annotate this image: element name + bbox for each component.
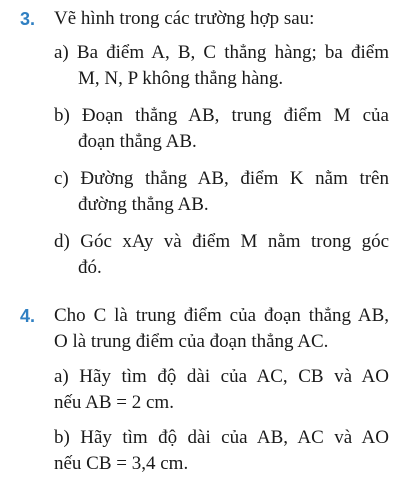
item-line-2: nếu AB = 2 cm. [54,392,174,413]
item-line-1: d) Góc xAy và điểm M nằm trong góc [54,231,389,252]
item-line-1: b) Hãy tìm độ dài của AB, AC và AO [54,427,389,448]
item-line-1: b) Đoạn thẳng AB, trung điểm M của [54,105,389,126]
item-line-2: đó. [78,257,102,278]
item-line-1: a) Hãy tìm độ dài của AC, CB và AO [54,366,389,387]
exercise-3-item-a [54,40,389,92]
exercise-number: 4. [20,306,36,326]
exercise-intro: Vẽ hình trong các trường hợp sau: [54,8,315,29]
item-line-2: đoạn thẳng AB. [78,131,197,152]
exercise-3-item-c [54,166,389,218]
exercise-3-item-d [54,229,389,281]
exercise-4-item-a [54,364,389,416]
exercise-3-item-b [54,103,389,155]
exercise-4-item-b [54,425,389,477]
intro-line-1: Cho C là trung điểm của đoạn thẳng AB, [54,305,389,326]
item-line-1: c) Đường thẳng AB, điểm K nằm trên [54,168,389,189]
exercise-intro [54,303,389,355]
item-line-2: M, N, P không thẳng hàng. [78,68,284,89]
item-line-2: nếu CB = 3,4 cm. [54,453,189,474]
item-line-1: a) Ba điểm A, B, C thẳng hàng; ba điểm [54,42,389,63]
exercise-number: 3. [20,9,36,29]
intro-line-2: O là trung điểm của đoạn thẳng AC. [54,331,329,352]
item-line-2: đường thẳng AB. [78,194,209,215]
